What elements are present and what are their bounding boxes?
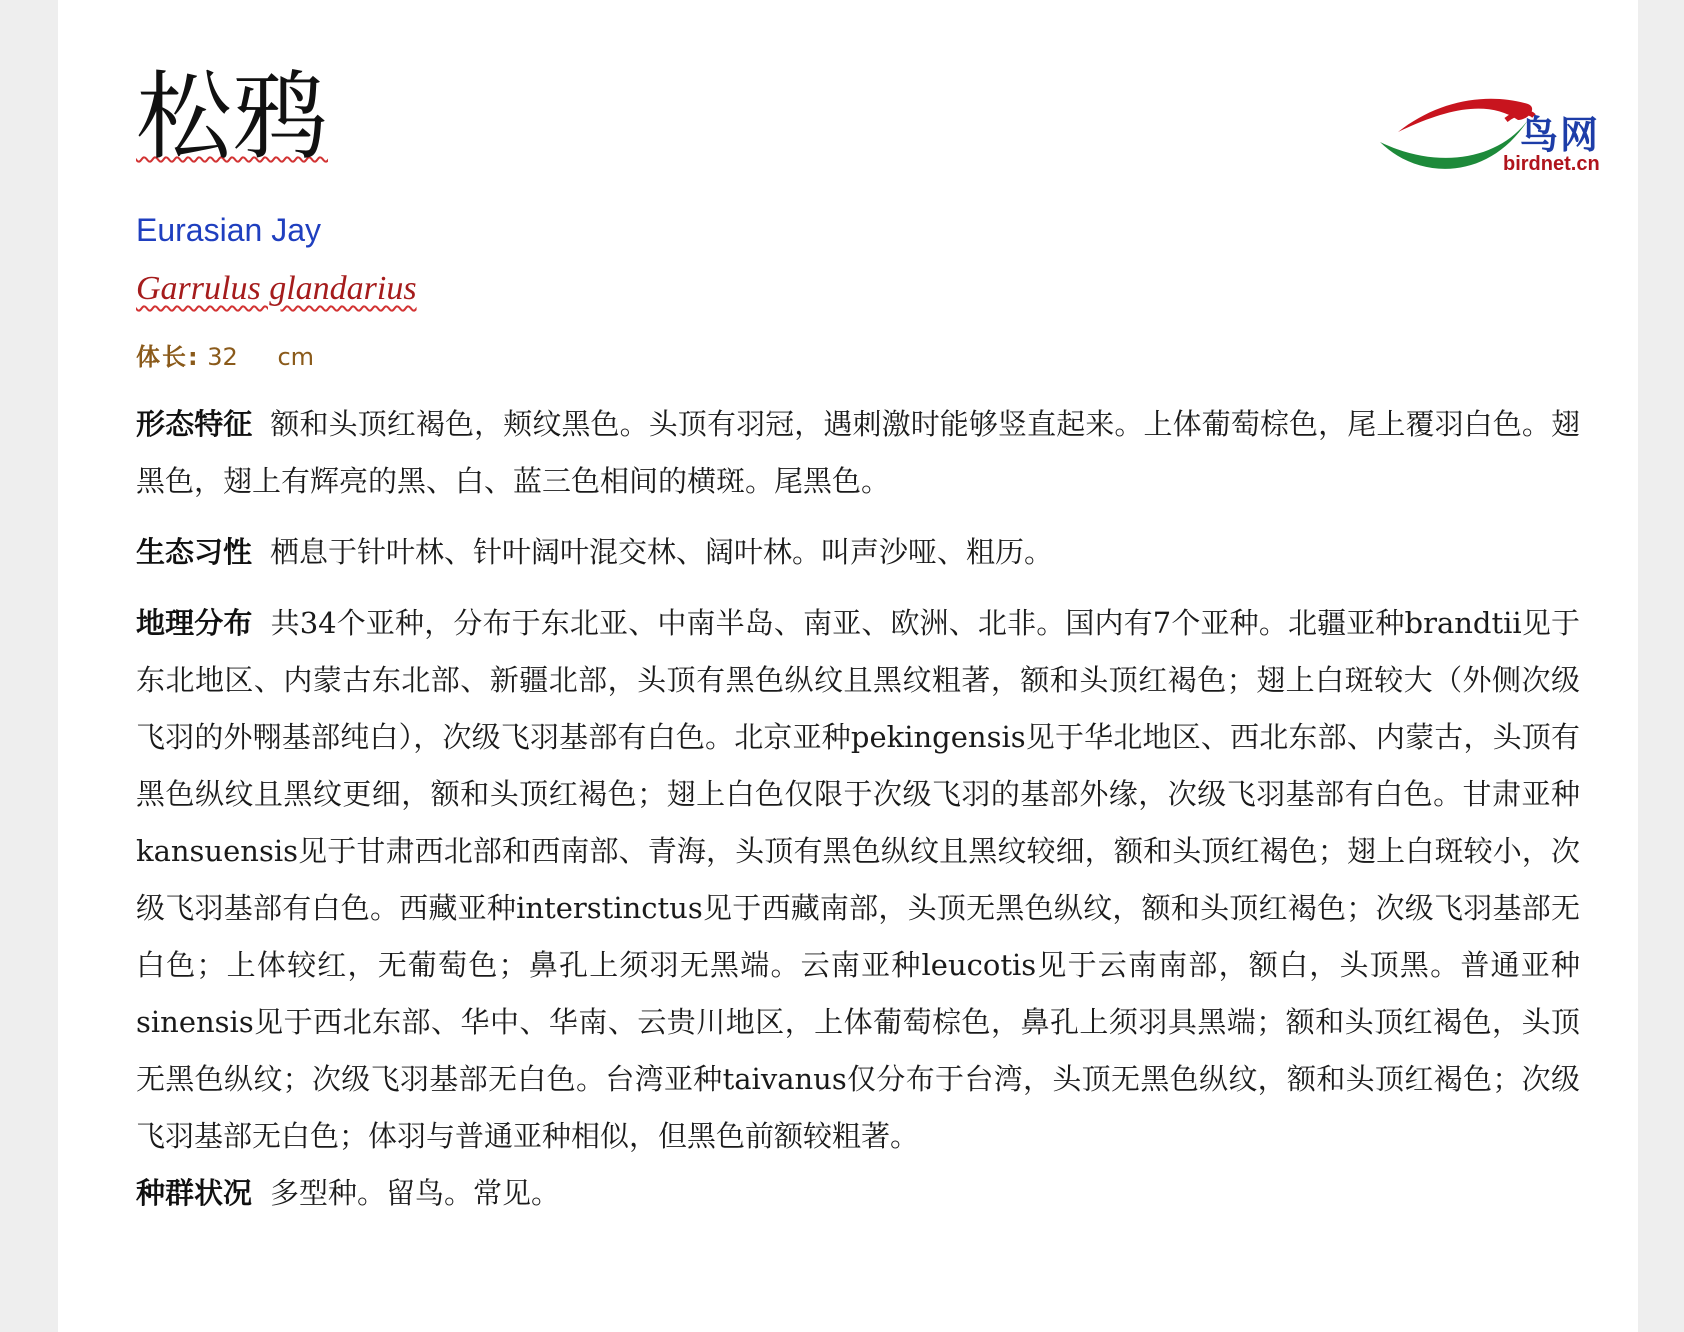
section-morphology xyxy=(136,396,1580,510)
scientific-name xyxy=(136,270,417,308)
section-ecology xyxy=(136,524,1580,581)
section-heading: 形态特征 xyxy=(136,407,253,441)
logo-chinese-text: 鸟网 xyxy=(1520,112,1601,157)
logo-domain-text: birdnet.cn xyxy=(1503,153,1600,175)
section-text: 多型种。留鸟。常见。 xyxy=(270,1176,561,1210)
section-text: 共34个亚种，分布于东北亚、中南半岛、南亚、欧洲、北非。国内有7个亚种。北疆亚种brandtii见于东北地区、内蒙古东北部、新疆北部，头顶有黑色纵纹且黑纹粗著，额和头顶红褐色；翅上白斑较大（外侧次级飞羽的外翈基部纯白），次级飞羽基部有白色。北京亚种pekingensis见于华北地区、西北东部、内蒙古，头顶有黑色纵纹且黑纹更细，额和头顶红褐色；翅上白色仅限于次级飞羽的基部外缘，次级飞羽基部有白色。甘肃亚种kansuensis见于甘肃西北部和西南部、青海，头顶有黑色纵纹且黑纹较细，额和头顶红褐色；翅上白斑较小，次级飞羽基部有白色。西藏亚种interstinctus见于西藏南部，头顶无黑色纵纹，额和头顶红褐色；次级飞羽基部无白色；上体较红，无葡萄色；鼻孔上须羽无黑端。云南亚种leucotis见于云南南部，额白，头顶黑。普通亚种sinensis见于西北东部、华中、华南、云贵川地区，上体葡萄棕色，鼻孔上须羽具黑端；额和头顶红褐色，头顶无黑色纵纹；次级飞羽基部无白色。台湾亚种taivanus仅分布于台湾，头顶无黑色纵纹，额和头顶红褐色；次级飞羽基部无白色；体羽与普通亚种相似，但黑色前额较粗著。 xyxy=(136,606,1580,1153)
body-length-label: 体长: xyxy=(136,343,200,371)
description-sections xyxy=(136,396,1580,1236)
section-text: 额和头顶红褐色，颊纹黑色。头顶有羽冠，遇刺激时能够竖直起来。上体葡萄棕色，尾上覆羽白色。翅黑色，翅上有辉亮的黑、白、蓝三色相间的横斑。尾黑色。 xyxy=(136,407,1580,498)
section-heading: 种群状况 xyxy=(136,1176,253,1210)
body-length-value: 32 xyxy=(207,343,238,371)
section-heading: 地理分布 xyxy=(136,606,253,640)
section-text: 栖息于针叶林、针叶阔叶混交林、阔叶林。叫声沙哑、粗历。 xyxy=(270,535,1054,569)
english-name: Eurasian Jay xyxy=(136,212,321,248)
bird-chinese-name: 松鸦 xyxy=(136,61,328,173)
body-length xyxy=(136,337,314,372)
section-heading: 生态习性 xyxy=(136,535,253,569)
page-title xyxy=(136,62,328,172)
section-distribution xyxy=(136,595,1580,1165)
scientific-name-text: Garrulus glandarius xyxy=(136,270,417,307)
body-length-unit: cm xyxy=(277,343,315,371)
document-page xyxy=(58,0,1638,1332)
section-population xyxy=(136,1165,1580,1222)
